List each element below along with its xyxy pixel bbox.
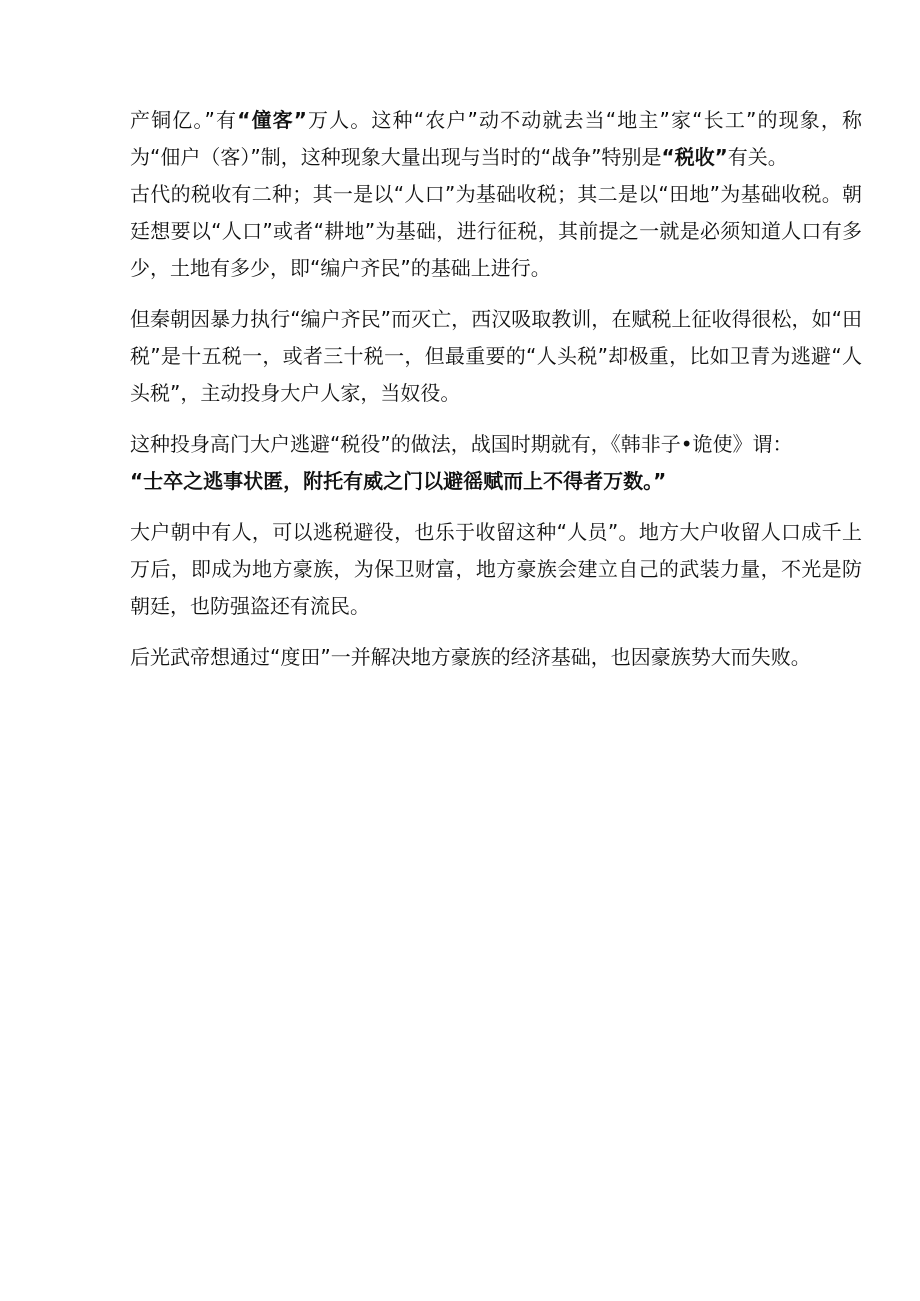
paragraph-hanfeizi-intro — [130, 426, 862, 463]
paragraph-tax-types — [130, 176, 862, 287]
paragraph-qin-han-tax — [130, 301, 862, 412]
quote-text: “士卒之逃事状匿，附托有威之门以避徭赋而上不得者万数。” — [130, 469, 667, 493]
paragraph-tenant-system — [130, 102, 862, 176]
document-page — [130, 102, 862, 676]
text-segment: 万人。这种“农户”动不动就去当“地主”家“长工”的现象，称为“佃户（客）”制，这种现象大量出现与当时的“战争”特别是 — [130, 108, 862, 169]
text-segment: 古代的税收有二种；其一是以“人口”为基础收税；其二是以“田地”为基础收税。朝廷想要以“人口”或者“耕地”为基础，进行征税，其前提之一就是必须知道人口有多少，土地有多少，即“编户齐民”的基础上进行。 — [130, 182, 862, 280]
paragraph-local-clans — [130, 514, 862, 625]
text-segment: 这种投身高门大户逃避“税役”的做法，战国时期就有，《韩非子•诡使》谓： — [130, 432, 793, 456]
text-segment: 有关。 — [727, 145, 788, 169]
text-segment: 产铜亿。”有 — [130, 108, 238, 132]
paragraph-guangwu — [130, 639, 862, 676]
bold-term-tax: “税收” — [661, 145, 728, 169]
bold-term-tongke: “僮客” — [237, 108, 307, 132]
text-segment: 但秦朝因暴力执行“编户齐民”而灭亡，西汉吸取教训，在赋税上征收得很松，如“田税”是十五税一，或者三十税一，但最重要的“人头税”却极重，比如卫青为逃避“人头税”，主动投身大户人家，当奴役。 — [130, 307, 862, 405]
text-segment: 后光武帝想通过“度田”一并解决地方豪族的经济基础，也因豪族势大而失败。 — [130, 645, 811, 669]
paragraph-hanfeizi-quote — [130, 463, 862, 500]
text-segment: 大户朝中有人，可以逃税避役，也乐于收留这种“人员”。地方大户收留人口成千上万后，即成为地方豪族，为保卫财富，地方豪族会建立自己的武装力量，不光是防朝廷，也防强盗还有流民。 — [130, 520, 862, 618]
